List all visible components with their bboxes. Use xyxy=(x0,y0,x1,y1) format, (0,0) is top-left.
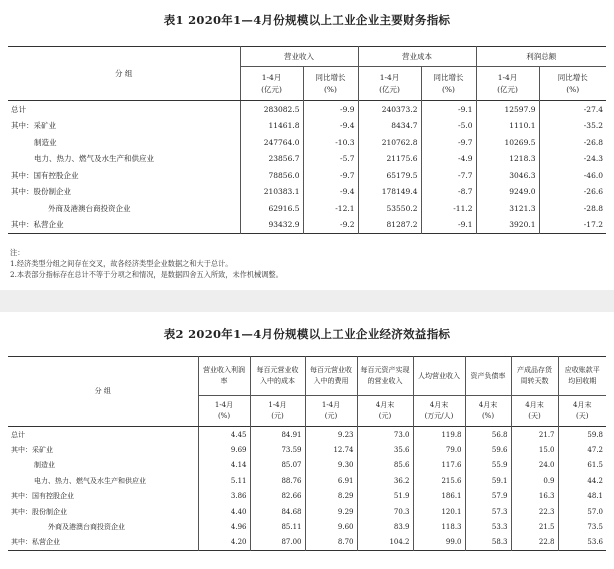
table2-cell: 186.1 xyxy=(413,489,465,504)
table2-group-header: 分 组 xyxy=(8,357,198,427)
table1-cell: -9.7 xyxy=(421,134,476,151)
note-line: 2.本表部分指标存在总计不等于分项之和情况，是数据四舍五入所致，未作机械调整。 xyxy=(10,270,283,279)
table1-cell: 1110.1 xyxy=(476,118,539,135)
table1-cell: 81287.2 xyxy=(358,217,421,234)
table2-cell: 4.20 xyxy=(198,535,250,551)
table1-cell: -26.8 xyxy=(539,134,606,151)
table1-title: 表1 2020年1—4月份规模以上工业企业主要财务指标 xyxy=(163,13,451,27)
table2-col-header: 每百元营业收入中的成本 xyxy=(250,357,305,396)
table2-cell: 9.69 xyxy=(198,442,250,457)
table2-cell: 87.00 xyxy=(250,535,305,551)
table1-cell: 178149.4 xyxy=(358,184,421,201)
table2-cell: 57.9 xyxy=(465,489,511,504)
table2-cell: 4.14 xyxy=(198,458,250,473)
table1-cell: 3121.3 xyxy=(476,200,539,217)
table1-cell: -35.2 xyxy=(539,118,606,135)
table2-cell: 118.3 xyxy=(413,519,465,534)
table2-cell: 73.5 xyxy=(558,519,606,534)
table2-cell: 44.2 xyxy=(558,473,606,488)
table1-cell: -8.7 xyxy=(421,184,476,201)
note-line: 注： xyxy=(10,248,25,257)
table1-row xyxy=(8,200,606,217)
table1-cell: -4.9 xyxy=(421,151,476,168)
table2-cell: 55.9 xyxy=(465,458,511,473)
table2-cell: 73.0 xyxy=(357,427,413,443)
table2-title: 表2 2020年1—4月份规模以上工业企业经济效益指标 xyxy=(163,327,451,341)
table2-cell: 84.68 xyxy=(250,504,305,519)
table2-cell: 35.6 xyxy=(357,442,413,457)
table1-row xyxy=(8,134,606,151)
table2-cell: 104.2 xyxy=(357,535,413,551)
table2-cell: 83.9 xyxy=(357,519,413,534)
table2-cell: 70.3 xyxy=(357,504,413,519)
table2-cell: 61.5 xyxy=(558,458,606,473)
table2-cell: 58.3 xyxy=(465,535,511,551)
table2-cell: 82.66 xyxy=(250,489,305,504)
table2-col-header: 应收账款平均回收期 xyxy=(558,357,606,396)
table2-subheader: 4月末 (万元/人) xyxy=(413,396,465,427)
table2-row-label: 其中：国有控股企业 xyxy=(11,492,74,501)
table2-row-label: 电力、热力、燃气及水生产和供应业 xyxy=(34,476,146,485)
table1-cell: 1218.3 xyxy=(476,151,539,168)
table2-col-header: 产成品存货周转天数 xyxy=(511,357,558,396)
table1-cell: -7.7 xyxy=(421,167,476,184)
table2-cell: 53.3 xyxy=(465,519,511,534)
table1-cell: -10.3 xyxy=(303,134,358,151)
table2-cell: 79.0 xyxy=(413,442,465,457)
table2-cell: 36.2 xyxy=(357,473,413,488)
table2-cell: 3.86 xyxy=(198,489,250,504)
table2-cell: 119.8 xyxy=(413,427,465,443)
table2-cell: 21.5 xyxy=(511,519,558,534)
table1-cell: -24.3 xyxy=(539,151,606,168)
table1-subheader-value: 1-4月 (亿元) xyxy=(476,67,539,101)
panel-separator xyxy=(0,290,614,312)
table2-panel xyxy=(0,312,614,569)
table1-row-label: 制造业 xyxy=(34,137,57,147)
table1-cell: -28.8 xyxy=(539,200,606,217)
table1-group-header: 分 组 xyxy=(8,47,240,101)
table2-row-label: 其中：股份制企业 xyxy=(11,507,67,516)
table1-cell: 78856.0 xyxy=(240,167,303,184)
table2-row xyxy=(8,535,606,551)
table1-cell: 93432.9 xyxy=(240,217,303,234)
table2-cell: 85.07 xyxy=(250,458,305,473)
table2-cell: 21.7 xyxy=(511,427,558,443)
table1-cell: -9.1 xyxy=(421,217,476,234)
table1-notes xyxy=(10,247,283,280)
table1-row-label: 外商及港澳台商投资企业 xyxy=(48,203,131,213)
table1-cell: -9.4 xyxy=(303,118,358,135)
table2-cell: 9.29 xyxy=(305,504,357,519)
table2-cell: 215.6 xyxy=(413,473,465,488)
table1 xyxy=(8,46,606,234)
table2-cell: 85.6 xyxy=(357,458,413,473)
table1-row xyxy=(8,101,606,118)
table1-col-group-cost: 营业成本 xyxy=(358,47,476,67)
table2-cell: 88.76 xyxy=(250,473,305,488)
table2-col-header: 每百元资产实现的营业收入 xyxy=(357,357,413,396)
table1-cell: 3920.1 xyxy=(476,217,539,234)
table1-cell: -9.7 xyxy=(303,167,358,184)
table1-cell: 210762.8 xyxy=(358,134,421,151)
table2-row-label: 制造业 xyxy=(34,461,55,470)
table2-subheader: 1-4月 (%) xyxy=(198,396,250,427)
table2-row xyxy=(8,489,606,504)
table2-cell: 0.9 xyxy=(511,473,558,488)
table1-cell: 23856.7 xyxy=(240,151,303,168)
table2-row xyxy=(8,442,606,457)
table1-cell: -17.2 xyxy=(539,217,606,234)
table1-row-label: 电力、热力、燃气及水生产和供应业 xyxy=(34,154,154,164)
note-line: 1.经济类型分组之间存在交叉，故各经济类型企业数据之和大于总计。 xyxy=(10,259,233,268)
table2-cell: 22.8 xyxy=(511,535,558,551)
table1-cell: -5.7 xyxy=(303,151,358,168)
table2-cell: 59.1 xyxy=(465,473,511,488)
table2-subheader: 4月末 (天) xyxy=(558,396,606,427)
table2-row-label: 外商及港澳台商投资企业 xyxy=(48,523,125,532)
table1-row xyxy=(8,118,606,135)
table2-cell: 16.3 xyxy=(511,489,558,504)
table2-row xyxy=(8,427,606,443)
table1-subheader-value: 1-4月 (亿元) xyxy=(358,67,421,101)
table2-row-label: 其中：私营企业 xyxy=(11,538,60,547)
table2-cell: 4.96 xyxy=(198,519,250,534)
table1-row-label: 其中：采矿业 xyxy=(11,121,56,131)
table2-subheader: 4月末 (天) xyxy=(511,396,558,427)
table2-cell: 8.29 xyxy=(305,489,357,504)
table2-cell: 24.0 xyxy=(511,458,558,473)
table1-col-group-revenue: 营业收入 xyxy=(240,47,358,67)
table1-cell: 21175.6 xyxy=(358,151,421,168)
table2-subheader: 4月末 (%) xyxy=(465,396,511,427)
table1-cell: 62916.5 xyxy=(240,200,303,217)
table2-cell: 8.70 xyxy=(305,535,357,551)
table1-subheader-growth: 同比增长 (%) xyxy=(303,67,358,101)
table1-cell: -5.0 xyxy=(421,118,476,135)
table1-row-label: 总计 xyxy=(11,104,26,114)
table1-cell: 8434.7 xyxy=(358,118,421,135)
table2-cell: 85.11 xyxy=(250,519,305,534)
table1-cell: 65179.5 xyxy=(358,167,421,184)
table2-cell: 56.8 xyxy=(465,427,511,443)
table1-cell: -11.2 xyxy=(421,200,476,217)
table2-subheader: 4月末 (元) xyxy=(357,396,413,427)
table2-col-header: 每百元营业收入中的费用 xyxy=(305,357,357,396)
table2-cell: 117.6 xyxy=(413,458,465,473)
table1-subheader-growth: 同比增长 (%) xyxy=(539,67,606,101)
table2-cell: 53.6 xyxy=(558,535,606,551)
table1-row-label: 其中：私营企业 xyxy=(11,220,64,230)
table2-row xyxy=(8,473,606,488)
table2-subheader: 1-4月 (元) xyxy=(250,396,305,427)
table2-cell: 59.6 xyxy=(465,442,511,457)
table1-row xyxy=(8,217,606,234)
table2-cell: 5.11 xyxy=(198,473,250,488)
table2-cell: 120.1 xyxy=(413,504,465,519)
table1-cell: -9.1 xyxy=(421,101,476,118)
table2-cell: 4.45 xyxy=(198,427,250,443)
table1-row xyxy=(8,151,606,168)
table1-cell: 283082.5 xyxy=(240,101,303,118)
table2-cell: 73.59 xyxy=(250,442,305,457)
table2-row xyxy=(8,519,606,534)
table1-row-label: 其中：股份制企业 xyxy=(11,187,71,197)
table1-cell: 3046.3 xyxy=(476,167,539,184)
table2-cell: 9.30 xyxy=(305,458,357,473)
table1-cell: -9.4 xyxy=(303,184,358,201)
table1-cell: -9.2 xyxy=(303,217,358,234)
table1-cell: 12597.9 xyxy=(476,101,539,118)
table2-cell: 99.0 xyxy=(413,535,465,551)
table1-cell: 11461.8 xyxy=(240,118,303,135)
table2-cell: 51.9 xyxy=(357,489,413,504)
table1-cell: 240373.2 xyxy=(358,101,421,118)
table2-cell: 6.91 xyxy=(305,473,357,488)
table2-row xyxy=(8,504,606,519)
table1-cell: 9249.0 xyxy=(476,184,539,201)
table1-cell: -12.1 xyxy=(303,200,358,217)
table1-cell: 53550.2 xyxy=(358,200,421,217)
table2-cell: 47.2 xyxy=(558,442,606,457)
table1-row xyxy=(8,167,606,184)
table1-cell: 247764.0 xyxy=(240,134,303,151)
table1-row xyxy=(8,184,606,201)
table1-cell: -27.4 xyxy=(539,101,606,118)
table2-cell: 15.0 xyxy=(511,442,558,457)
table1-cell: -46.0 xyxy=(539,167,606,184)
table2-cell: 12.74 xyxy=(305,442,357,457)
table2 xyxy=(8,356,606,551)
table2-cell: 9.23 xyxy=(305,427,357,443)
table1-subheader-growth: 同比增长 (%) xyxy=(421,67,476,101)
table2-row-label: 总计 xyxy=(11,430,25,439)
table2-row xyxy=(8,458,606,473)
table1-col-group-profit: 利润总额 xyxy=(476,47,606,67)
table2-row-label: 其中：采矿业 xyxy=(11,446,53,455)
table1-cell: 10269.5 xyxy=(476,134,539,151)
table1-cell: -9.9 xyxy=(303,101,358,118)
table1-cell: -26.6 xyxy=(539,184,606,201)
table2-col-header: 营业收入利润率 xyxy=(198,357,250,396)
table2-cell: 84.91 xyxy=(250,427,305,443)
table2-cell: 57.0 xyxy=(558,504,606,519)
table2-cell: 22.3 xyxy=(511,504,558,519)
table2-subheader: 1-4月 (元) xyxy=(305,396,357,427)
table2-cell: 57.3 xyxy=(465,504,511,519)
table2-col-header: 人均营业收入 xyxy=(413,357,465,396)
table2-cell: 4.40 xyxy=(198,504,250,519)
table2-cell: 9.60 xyxy=(305,519,357,534)
table1-cell: 210383.1 xyxy=(240,184,303,201)
table1-subheader-value: 1-4月 (亿元) xyxy=(240,67,303,101)
table2-col-header: 资产负债率 xyxy=(465,357,511,396)
table2-cell: 48.1 xyxy=(558,489,606,504)
table1-row-label: 其中：国有控股企业 xyxy=(11,170,79,180)
table2-cell: 59.8 xyxy=(558,427,606,443)
